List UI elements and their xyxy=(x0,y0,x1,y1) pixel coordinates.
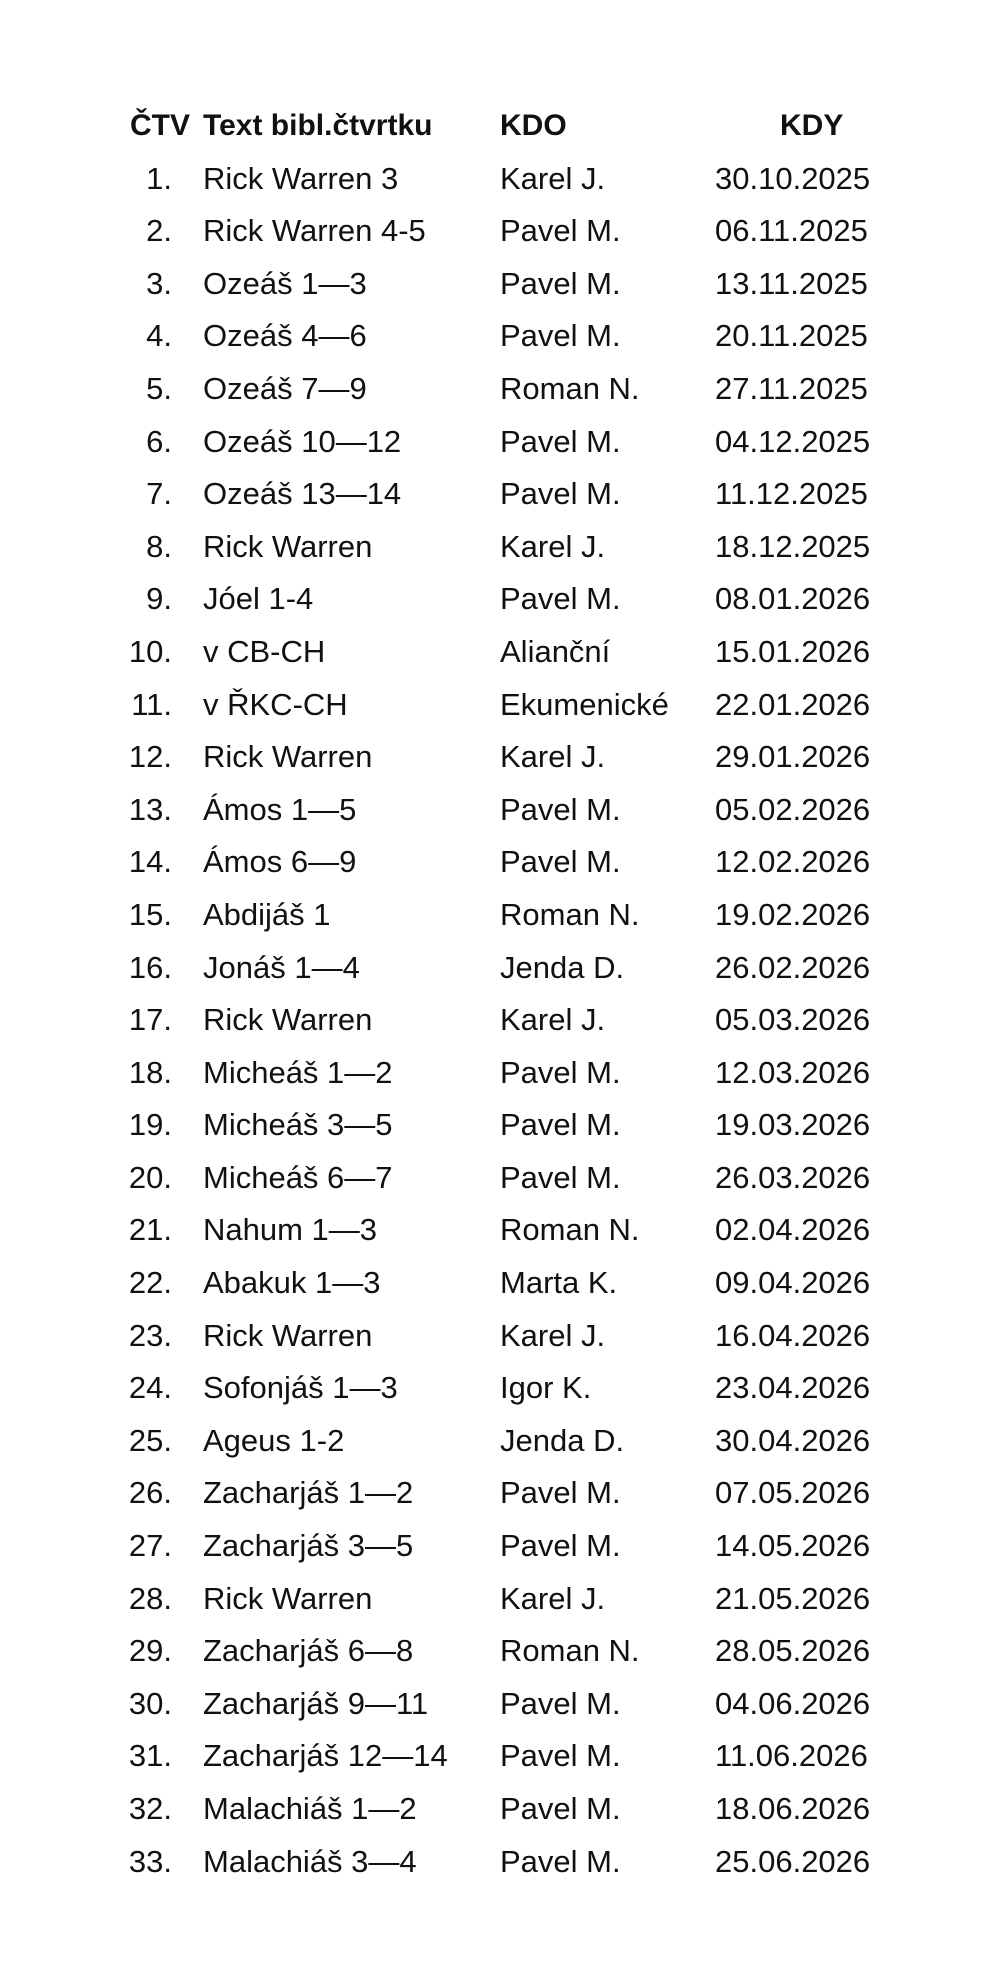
row-date: 29.01.2026 xyxy=(715,739,871,775)
table-row xyxy=(0,258,1000,311)
row-text: Rick Warren 3 xyxy=(203,160,399,196)
row-date: 18.06.2026 xyxy=(715,1791,871,1826)
row-text: Rick Warren xyxy=(203,739,373,775)
row-num: 8. xyxy=(146,528,172,564)
header-date: KDY xyxy=(780,109,844,142)
row-who: Roman N. xyxy=(500,896,640,932)
table-row xyxy=(0,1362,1000,1415)
row-who: Pavel M. xyxy=(500,1159,621,1195)
table-row xyxy=(0,1257,1000,1310)
row-text: Rick Warren xyxy=(203,1317,373,1353)
row-num: 30. xyxy=(128,1685,172,1721)
row-date: 05.02.2026 xyxy=(715,791,871,827)
row-who: Pavel M. xyxy=(500,1685,621,1721)
row-who: Pavel M. xyxy=(500,423,621,459)
row-text: Nahum 1—3 xyxy=(203,1212,378,1248)
row-num: 9. xyxy=(146,581,172,617)
row-who: Pavel M. xyxy=(500,1107,621,1143)
row-who: Karel J. xyxy=(500,160,606,196)
table-row xyxy=(0,521,1000,574)
table-row xyxy=(0,1520,1000,1573)
row-date: 20.11.2025 xyxy=(715,318,868,354)
table-row xyxy=(0,1625,1000,1678)
row-text: Sofonjáš 1—3 xyxy=(203,1370,398,1406)
row-date: 27.11.2025 xyxy=(715,370,868,406)
row-date: 14.05.2026 xyxy=(715,1528,871,1564)
row-date: 15.01.2026 xyxy=(715,633,871,669)
row-num: 6. xyxy=(146,423,172,459)
row-num: 16. xyxy=(128,949,172,985)
row-date: 23.04.2026 xyxy=(715,1370,871,1406)
table-row xyxy=(0,1783,1000,1836)
row-date: 06.11.2025 xyxy=(715,213,868,249)
row-who: Pavel M. xyxy=(500,791,621,827)
row-num: 33. xyxy=(128,1843,172,1879)
row-num: 18. xyxy=(128,1054,172,1090)
row-text: Abakuk 1—3 xyxy=(203,1265,381,1301)
row-text: Malachiáš 3—4 xyxy=(203,1843,417,1879)
row-text: Ámos 1—5 xyxy=(203,791,357,827)
row-text: Ozeáš 13—14 xyxy=(203,476,402,512)
table-row xyxy=(0,310,1000,363)
row-num: 21. xyxy=(128,1212,172,1248)
table-row xyxy=(0,679,1000,732)
row-who: Pavel M. xyxy=(500,213,621,249)
row-date: 05.03.2026 xyxy=(715,1002,871,1038)
table-row xyxy=(0,1152,1000,1205)
row-text: Ozeáš 4—6 xyxy=(203,318,367,354)
row-date: 28.05.2026 xyxy=(715,1633,871,1669)
table-row xyxy=(0,784,1000,837)
table-row xyxy=(0,836,1000,889)
row-date: 11.06.2026 xyxy=(715,1738,868,1774)
table-row xyxy=(0,1415,1000,1468)
table-body xyxy=(0,153,1000,1889)
row-text: Zacharjáš 6—8 xyxy=(203,1633,414,1669)
row-who: Pavel M. xyxy=(500,1475,621,1511)
row-text: Zacharjáš 3—5 xyxy=(203,1528,414,1564)
row-date: 12.02.2026 xyxy=(715,844,871,880)
row-num: 29. xyxy=(128,1633,172,1669)
row-who: Roman N. xyxy=(500,370,640,406)
row-num: 28. xyxy=(128,1580,172,1616)
row-date: 07.05.2026 xyxy=(715,1475,871,1511)
table-row xyxy=(0,205,1000,258)
table-row xyxy=(0,1099,1000,1152)
row-num: 4. xyxy=(146,318,172,354)
table-row xyxy=(0,153,1000,206)
row-date: 25.06.2026 xyxy=(715,1843,871,1879)
row-who: Pavel M. xyxy=(500,1528,621,1564)
row-text: Rick Warren xyxy=(203,1580,373,1616)
row-num: 13. xyxy=(128,791,172,827)
row-text: Jóel 1-4 xyxy=(203,581,314,617)
row-date: 22.01.2026 xyxy=(715,686,871,722)
row-date: 26.02.2026 xyxy=(715,949,871,985)
row-who: Pavel M. xyxy=(500,581,621,617)
row-who: Pavel M. xyxy=(500,1738,621,1774)
table-row xyxy=(0,1467,1000,1520)
row-num: 19. xyxy=(128,1107,172,1143)
row-who: Karel J. xyxy=(500,1002,606,1038)
row-num: 26. xyxy=(128,1475,172,1511)
table-row xyxy=(0,994,1000,1047)
row-who: Pavel M. xyxy=(500,318,621,354)
row-num: 23. xyxy=(128,1317,172,1353)
table-row xyxy=(0,1047,1000,1100)
table-row xyxy=(0,416,1000,469)
row-who: Igor K. xyxy=(500,1370,592,1406)
row-text: Zacharjáš 12—14 xyxy=(203,1738,448,1774)
row-text: Rick Warren xyxy=(203,528,373,564)
schedule-table xyxy=(0,100,1000,1888)
row-text: v ŘKC-CH xyxy=(203,686,348,722)
row-text: Ozeáš 1—3 xyxy=(203,265,367,301)
row-date: 08.01.2026 xyxy=(715,581,871,617)
row-text: Zacharjáš 1—2 xyxy=(203,1475,414,1511)
table-row xyxy=(0,1310,1000,1363)
row-num: 12. xyxy=(128,739,172,775)
row-who: Karel J. xyxy=(500,1580,606,1616)
row-who: Jenda D. xyxy=(500,949,625,985)
table-row xyxy=(0,731,1000,784)
row-num: 25. xyxy=(128,1422,172,1458)
row-who: Pavel M. xyxy=(500,844,621,880)
row-date: 18.12.2025 xyxy=(715,528,871,564)
row-text: Micheáš 1—2 xyxy=(203,1054,393,1090)
row-num: 31. xyxy=(128,1738,172,1774)
row-who: Karel J. xyxy=(500,528,606,564)
row-who: Marta K. xyxy=(500,1265,618,1301)
row-date: 13.11.2025 xyxy=(715,265,868,301)
row-date: 12.03.2026 xyxy=(715,1054,871,1090)
row-who: Karel J. xyxy=(500,739,606,775)
table-row xyxy=(0,363,1000,416)
table-row xyxy=(0,573,1000,626)
row-num: 3. xyxy=(146,265,172,301)
row-date: 26.03.2026 xyxy=(715,1159,871,1195)
table-row xyxy=(0,889,1000,942)
table-row xyxy=(0,1836,1000,1889)
row-num: 5. xyxy=(146,370,172,406)
row-text: Malachiáš 1—2 xyxy=(203,1791,417,1826)
row-text: Micheáš 3—5 xyxy=(203,1107,393,1143)
table-row xyxy=(0,468,1000,521)
row-num: 20. xyxy=(128,1159,172,1195)
row-date: 02.04.2026 xyxy=(715,1212,871,1248)
row-text: Micheáš 6—7 xyxy=(203,1159,393,1195)
row-date: 30.10.2025 xyxy=(715,160,871,196)
row-num: 24. xyxy=(128,1370,172,1406)
row-num: 11. xyxy=(131,686,172,722)
row-who: Roman N. xyxy=(500,1212,640,1248)
row-num: 7. xyxy=(146,476,172,512)
row-date: 11.12.2025 xyxy=(715,476,868,512)
row-date: 16.04.2026 xyxy=(715,1317,871,1353)
row-text: Ámos 6—9 xyxy=(203,844,357,880)
table-row xyxy=(0,626,1000,679)
row-date: 09.04.2026 xyxy=(715,1265,871,1301)
row-who: Pavel M. xyxy=(500,1843,621,1879)
table-row xyxy=(0,1730,1000,1783)
row-num: 17. xyxy=(128,1002,172,1038)
row-who: Pavel M. xyxy=(500,1054,621,1090)
row-text: Rick Warren 4-5 xyxy=(203,213,426,249)
table-row xyxy=(0,1573,1000,1626)
row-text: Jonáš 1—4 xyxy=(203,949,360,985)
table-row xyxy=(0,1678,1000,1731)
row-who: Pavel M. xyxy=(500,265,621,301)
row-who: Jenda D. xyxy=(500,1422,625,1458)
row-date: 04.12.2025 xyxy=(715,423,871,459)
header-who: KDO xyxy=(500,109,567,142)
row-text: Rick Warren xyxy=(203,1002,373,1038)
row-num: 32. xyxy=(128,1791,172,1826)
row-date: 21.05.2026 xyxy=(715,1580,871,1616)
row-text: Ozeáš 7—9 xyxy=(203,370,367,406)
row-who: Ekumenické xyxy=(500,686,669,722)
row-who: Pavel M. xyxy=(500,1791,621,1826)
row-num: 22. xyxy=(128,1265,172,1301)
row-date: 19.03.2026 xyxy=(715,1107,871,1143)
row-text: Ozeáš 10—12 xyxy=(203,423,402,459)
row-num: 2. xyxy=(146,213,172,249)
row-who: Roman N. xyxy=(500,1633,640,1669)
row-num: 15. xyxy=(128,896,172,932)
row-num: 27. xyxy=(128,1528,172,1564)
row-date: 30.04.2026 xyxy=(715,1422,871,1458)
row-num: 10. xyxy=(128,633,172,669)
table-row xyxy=(0,942,1000,995)
row-who: Pavel M. xyxy=(500,476,621,512)
row-who: Alianční xyxy=(500,633,611,669)
row-num: 1. xyxy=(146,160,172,196)
row-date: 04.06.2026 xyxy=(715,1685,871,1721)
header-num: ČTV xyxy=(130,109,190,142)
header-text: Text bibl.čtvrtku xyxy=(203,109,433,142)
row-num: 14. xyxy=(128,844,172,880)
row-text: v CB-CH xyxy=(203,633,326,669)
header-row xyxy=(0,100,1000,153)
table-row xyxy=(0,1204,1000,1257)
row-text: Abdijáš 1 xyxy=(203,896,331,932)
row-text: Ageus 1-2 xyxy=(203,1422,345,1458)
row-text: Zacharjáš 9—11 xyxy=(203,1685,429,1721)
row-date: 19.02.2026 xyxy=(715,896,871,932)
row-who: Karel J. xyxy=(500,1317,606,1353)
